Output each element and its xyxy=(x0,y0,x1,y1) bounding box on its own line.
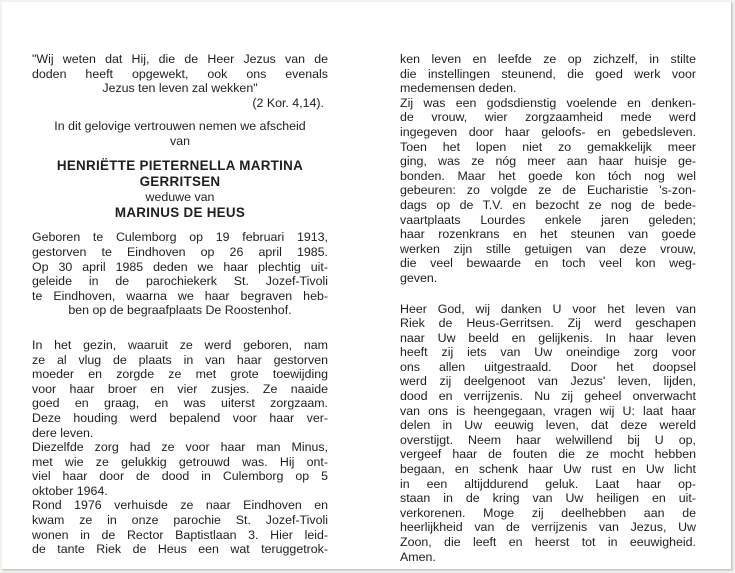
scripture-quote xyxy=(32,52,328,96)
prayer-line: staan in de kring van Uw heiligen en uit- xyxy=(400,491,696,506)
biography-dates xyxy=(32,230,328,318)
bio-line: Toen het lopen niet zo gemakkelijk meer xyxy=(400,139,696,154)
biography-continued xyxy=(400,52,696,286)
bio-line: de vrouw, wier zorgzaamheid mede werd xyxy=(400,110,696,125)
bio-line: oktober 1964. xyxy=(32,483,108,498)
prayer-line: verkorenen. Moge zij deelhebben aan de xyxy=(400,505,696,520)
bio-line: geleide in de parochiekerk St. Jozef-Tivoli xyxy=(32,274,328,289)
bio-line: ken leven en leefde ze op zichzelf, in stilte xyxy=(400,52,696,66)
bio-line: moeder en zorgde ze met grote toewijding xyxy=(32,367,328,382)
left-column xyxy=(32,52,328,557)
quote-line: Jezus ten leven zal wekken" xyxy=(102,81,258,96)
right-column xyxy=(400,52,696,564)
quote-line: "Wij weten dat Hij, die de Heer Jezus van de xyxy=(32,52,328,66)
intro-line: In dit gelovige vertrouwen nemen we afscheid xyxy=(54,119,306,134)
prayer-line: heerlijkheid van de verrijzenis van Jezus, Uw xyxy=(400,520,696,535)
bio-line: geven. xyxy=(400,270,438,285)
bio-line: dere leven. xyxy=(32,425,94,440)
bio-line: In het gezin, waaruit ze werd geboren, nam xyxy=(32,337,328,352)
husband-name: MARINUS DE HEUS xyxy=(114,204,246,220)
prayer-line: werd zij deelgenoot van Jezus' leven, lijden, xyxy=(400,374,696,389)
intro-line: van xyxy=(170,133,190,148)
prayer-line: dood en verrijzenis. Nu zij geheel onverwacht xyxy=(400,389,696,404)
bio-line: bonden. Maar het goede kon tóch nog wel xyxy=(400,168,696,183)
bio-line: ging, was ze nóg meer aan haar huisje ge- xyxy=(400,154,696,169)
bio-line: voor haar broer en vier zusjes. Ze naaide xyxy=(32,381,328,396)
bio-line: kwam ze in onze parochie St. Jozef-Tivoli xyxy=(32,513,328,528)
prayer-line: heeft zij iets van Uw oneindige zorg voor xyxy=(400,345,696,360)
prayer-line: Zoon, die leeft en heerst tot in eeuwigheid. xyxy=(400,535,696,549)
bio-line: de tante Riek de Heus een wat teruggetrok- xyxy=(32,542,328,557)
bio-line: haar rozenkrans en het steunen van goede xyxy=(400,227,696,242)
bio-line: goed en graag, en was uiterst zorgzaam. xyxy=(32,396,328,411)
bio-line: gebeuren: zo volgde ze de Eucharistie 's-zon- xyxy=(400,183,696,198)
bio-line: Op 30 april 1985 deden we haar plechtig uit- xyxy=(32,259,328,274)
bio-line: Rond 1976 verhuisde ze naar Eindhoven en xyxy=(32,498,328,513)
name-line: HENRIËTTE PIETERNELLA MARTINA xyxy=(56,157,304,173)
prayer-line: delen in Uw eeuwig leven, dat deze wereld xyxy=(400,418,696,433)
prayer-line: overstijgt. Neem haar welwillend bij U op, xyxy=(400,432,696,447)
deceased-name xyxy=(32,158,328,191)
bio-line: Diezelfde zorg had ze voor haar man Minus, xyxy=(32,440,328,455)
quote-line: doden heeft opgewekt, ook ons evenals xyxy=(32,66,328,81)
bio-line: die instellingen steunend, die goed werk voor xyxy=(400,66,696,81)
bio-line: ze al vlug de plaats in van haar gestorven xyxy=(32,352,328,367)
bio-line: ingegeven door haar geloofs- en gebedsleven. xyxy=(400,124,696,139)
bio-line: wonen in de Rector Baptistlaan 3. Hier leid- xyxy=(32,527,328,542)
bio-line: vaartplaats Lourdes enkele jaren geleden; xyxy=(400,212,696,227)
prayer xyxy=(400,302,696,565)
bio-line: viel haar door de dood in Culemborg op 5 xyxy=(32,469,328,484)
prayer-line: Amen. xyxy=(400,549,436,564)
prayer-line: ons allen uitgestraald. Door het doopsel xyxy=(400,359,696,374)
bio-line: gestorven te Eindhoven op 26 april 1985. xyxy=(32,244,328,259)
bio-line: werken zijn stille getuigen van deze vrouw, xyxy=(400,241,696,256)
prayer-line: van ons is heengegaan, vragen wij U: laat haar xyxy=(400,403,696,418)
memorial-card xyxy=(2,2,732,570)
prayer-line: begaan, en schenk haar Uw rust en Uw licht xyxy=(400,462,696,477)
prayer-line: Heer God, wij danken U voor het leven van xyxy=(400,301,696,316)
scripture-reference: (2 Kor. 4,14). xyxy=(252,95,324,110)
intro-text xyxy=(32,119,328,148)
prayer-line: naar Uw beeld en gelijkenis. In haar leven xyxy=(400,330,696,345)
bio-line: Zij was een godsdienstig voelende en denken- xyxy=(400,95,696,110)
prayer-line: in een altijddurend geluk. Laat haar op- xyxy=(400,476,696,491)
bio-line: te Eindhoven, waarna we haar begraven heb- xyxy=(32,288,328,303)
bio-line: met wie ze gelukkig getrouwd was. Hij ont- xyxy=(32,454,328,469)
bio-line: die veel bewaarde en toch veel kon weg- xyxy=(400,256,696,271)
biography-life xyxy=(32,338,328,557)
bio-line: medemensen deden. xyxy=(400,81,517,96)
name-line: GERRITSEN xyxy=(139,173,221,189)
bio-line: Deze houding werd bepalend voor haar ver- xyxy=(32,410,328,425)
bio-line: Geboren te Culemborg op 19 februari 1913, xyxy=(32,230,328,245)
prayer-line: Riek de Heus-Gerritsen. Zij werd geschapen xyxy=(400,316,696,331)
bio-line: dags op de T.V. en bezocht ze nog de bede- xyxy=(400,197,696,212)
bio-line: ben op de begraafplaats De Roostenhof. xyxy=(68,303,292,318)
prayer-line: vergeef haar de fouten die ze mocht hebben xyxy=(400,447,696,462)
widow-of-label: weduwe van xyxy=(145,190,215,205)
